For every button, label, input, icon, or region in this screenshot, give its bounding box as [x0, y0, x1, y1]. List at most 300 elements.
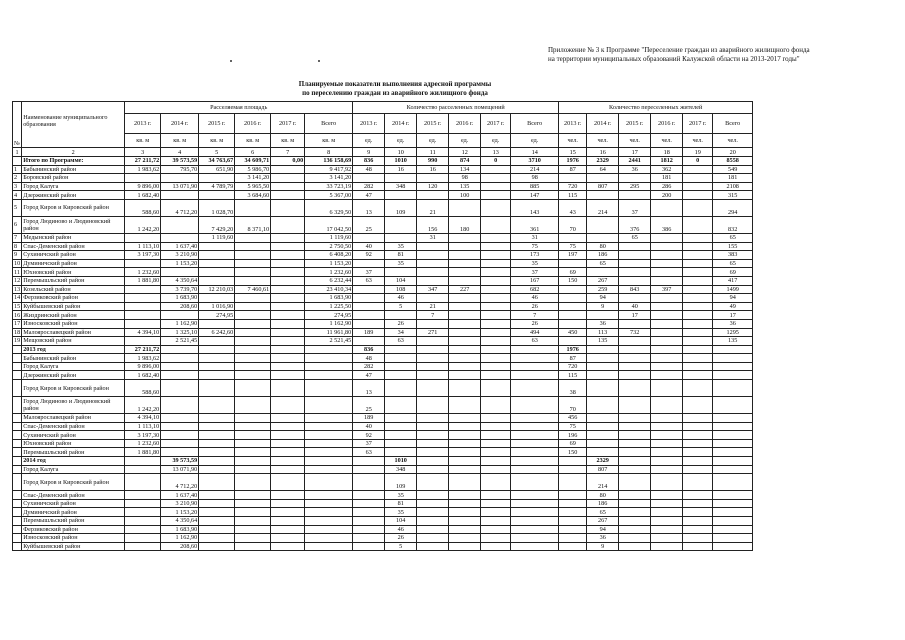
- row-value: 11 961,80: [305, 328, 353, 337]
- row-name: Жиздринский район: [22, 311, 125, 320]
- table-row: [13, 508, 753, 517]
- row-value: 1 153,20: [161, 259, 199, 268]
- row-value: 7: [511, 311, 559, 320]
- row-value: 383: [713, 251, 753, 260]
- row-value: [199, 259, 235, 268]
- row-value: [559, 534, 587, 543]
- row-value: [235, 259, 271, 268]
- row-value: [587, 414, 619, 423]
- row-number: 4: [13, 191, 22, 200]
- row-value: [481, 276, 511, 285]
- header-year: 2015 г.: [619, 114, 651, 134]
- row-value: [481, 285, 511, 294]
- row-value: [683, 191, 713, 200]
- row-name: Сухиничский район: [22, 499, 125, 508]
- row-value: 4 712,20: [161, 474, 199, 491]
- row-value: 80: [587, 491, 619, 500]
- row-value: [619, 354, 651, 363]
- row-value: [161, 380, 199, 397]
- row-value: 167: [511, 276, 559, 285]
- row-number: [13, 525, 22, 534]
- row-value: 155: [713, 242, 753, 251]
- row-value: 17: [619, 311, 651, 320]
- column-number: 9: [353, 148, 385, 157]
- row-value: 1 028,70: [199, 199, 235, 216]
- row-value: [417, 508, 449, 517]
- title-line-2: по переселению граждан из аварийного жилищного фонда: [302, 89, 488, 97]
- row-value: 2 521,45: [161, 337, 199, 346]
- column-number: 6: [235, 148, 271, 157]
- row-value: [353, 534, 385, 543]
- row-value: [511, 422, 559, 431]
- row-name: Город Калуга: [22, 182, 125, 191]
- row-value: 47: [353, 371, 385, 380]
- row-value: 115: [559, 371, 587, 380]
- row-value: 7 429,20: [199, 216, 235, 233]
- row-value: [449, 371, 481, 380]
- row-value: 294: [713, 199, 753, 216]
- row-value: [161, 414, 199, 423]
- row-name: Город Киров и Кировский район: [22, 474, 125, 491]
- row-value: [619, 294, 651, 303]
- row-value: [651, 276, 683, 285]
- row-value: 186: [587, 499, 619, 508]
- row-value: [713, 397, 753, 414]
- row-value: 5 367,00: [305, 191, 353, 200]
- row-value: 47: [353, 191, 385, 200]
- row-value: 17 042,50: [305, 216, 353, 233]
- row-value: [559, 174, 587, 183]
- row-value: 40: [619, 302, 651, 311]
- row-value: 31: [511, 233, 559, 242]
- row-value: [511, 465, 559, 474]
- table-row: [13, 311, 753, 320]
- row-value: 75: [559, 422, 587, 431]
- row-value: [683, 165, 713, 174]
- row-number: 9: [13, 251, 22, 260]
- row-value: 104: [385, 517, 417, 526]
- row-number: [13, 508, 22, 517]
- row-value: [713, 491, 753, 500]
- row-value: 386: [651, 216, 683, 233]
- row-value: [449, 534, 481, 543]
- row-value: 65: [713, 233, 753, 242]
- row-value: 6 232,44: [305, 276, 353, 285]
- row-number: [13, 542, 22, 551]
- header-unit: кв. м: [161, 134, 199, 148]
- row-value: 214: [587, 199, 619, 216]
- row-value: 16: [417, 165, 449, 174]
- row-value: 37: [353, 439, 385, 448]
- row-value: [683, 242, 713, 251]
- row-value: 173: [511, 251, 559, 260]
- row-value: 6 329,50: [305, 199, 353, 216]
- row-name: Перемышльский район: [22, 517, 125, 526]
- row-value: 63: [385, 337, 417, 346]
- row-value: 186: [587, 251, 619, 260]
- row-value: 65: [619, 233, 651, 242]
- row-value: [683, 414, 713, 423]
- header-unit: чел.: [619, 134, 651, 148]
- row-value: [271, 422, 305, 431]
- row-number: [13, 431, 22, 440]
- row-value: 347: [417, 285, 449, 294]
- row-value: [353, 491, 385, 500]
- column-number: 18: [651, 148, 683, 157]
- row-value: [683, 491, 713, 500]
- row-value: 3710: [511, 157, 559, 166]
- row-value: 104: [385, 276, 417, 285]
- row-value: 282: [353, 182, 385, 191]
- row-value: 2441: [619, 157, 651, 166]
- row-value: [481, 233, 511, 242]
- row-value: [449, 345, 481, 354]
- row-value: 1 119,60: [305, 233, 353, 242]
- table-row: [13, 242, 753, 251]
- row-value: [683, 294, 713, 303]
- row-value: [271, 491, 305, 500]
- row-value: [651, 439, 683, 448]
- row-value: [651, 294, 683, 303]
- row-value: [125, 302, 161, 311]
- row-value: [417, 294, 449, 303]
- row-number: [13, 474, 22, 491]
- row-value: [683, 448, 713, 457]
- table-row: [13, 380, 753, 397]
- row-value: [481, 397, 511, 414]
- row-number: 19: [14, 337, 21, 345]
- header-year: 2016 г.: [235, 114, 271, 134]
- row-value: [271, 345, 305, 354]
- row-value: 64: [587, 165, 619, 174]
- row-value: [619, 499, 651, 508]
- row-value: 874: [449, 157, 481, 166]
- header-name: Наименование муниципального образования: [22, 102, 125, 148]
- row-value: [199, 362, 235, 371]
- row-value: [449, 499, 481, 508]
- row-value: [417, 431, 449, 440]
- row-number: [13, 157, 22, 166]
- row-value: [271, 397, 305, 414]
- row-value: [511, 448, 559, 457]
- row-value: [305, 414, 353, 423]
- row-value: [619, 397, 651, 414]
- row-number: 12: [14, 277, 21, 285]
- row-value: [235, 542, 271, 551]
- table-row: [13, 371, 753, 380]
- row-value: [305, 439, 353, 448]
- row-value: 990: [417, 157, 449, 166]
- row-value: 1 153,20: [161, 508, 199, 517]
- row-value: [199, 268, 235, 277]
- row-value: [559, 491, 587, 500]
- row-value: 2329: [587, 157, 619, 166]
- row-name: Износковский район: [22, 534, 125, 543]
- row-value: [385, 380, 417, 397]
- row-value: [651, 499, 683, 508]
- header-year: 2017 г.: [683, 114, 713, 134]
- row-value: [651, 302, 683, 311]
- row-value: [619, 448, 651, 457]
- row-number: 17: [14, 320, 21, 328]
- row-value: 40: [353, 422, 385, 431]
- row-value: [619, 251, 651, 260]
- row-value: 4 712,20: [161, 199, 199, 216]
- table-row: [13, 517, 753, 526]
- row-value: 3 210,90: [161, 499, 199, 508]
- row-value: [559, 259, 587, 268]
- row-value: [353, 508, 385, 517]
- row-value: [559, 499, 587, 508]
- row-value: [161, 174, 199, 183]
- row-value: [713, 474, 753, 491]
- row-value: 2329: [587, 457, 619, 466]
- row-value: [449, 380, 481, 397]
- row-value: 450: [559, 328, 587, 337]
- row-number: [13, 397, 22, 414]
- row-value: [713, 345, 753, 354]
- row-value: [511, 397, 559, 414]
- row-value: [481, 542, 511, 551]
- row-value: 48: [353, 354, 385, 363]
- row-value: 1295: [713, 328, 753, 337]
- row-value: 9 896,00: [125, 362, 161, 371]
- row-value: [683, 259, 713, 268]
- row-value: 31: [417, 233, 449, 242]
- row-value: [587, 268, 619, 277]
- table-row: [13, 337, 753, 346]
- row-value: [271, 499, 305, 508]
- header-unit: ед.: [385, 134, 417, 148]
- row-value: 181: [651, 174, 683, 183]
- row-value: [305, 508, 353, 517]
- header-year: 2014 г.: [385, 114, 417, 134]
- row-value: 1 232,60: [305, 268, 353, 277]
- row-value: [353, 474, 385, 491]
- row-value: [683, 431, 713, 440]
- row-value: 113: [587, 328, 619, 337]
- row-number: [13, 439, 22, 448]
- header-unit: кв. м: [271, 134, 305, 148]
- row-value: 13: [353, 199, 385, 216]
- row-value: [271, 182, 305, 191]
- row-value: [235, 422, 271, 431]
- row-value: [619, 465, 651, 474]
- row-value: [651, 311, 683, 320]
- row-value: [125, 508, 161, 517]
- row-value: [559, 457, 587, 466]
- row-value: [235, 517, 271, 526]
- row-value: 108: [385, 285, 417, 294]
- row-value: [271, 165, 305, 174]
- row-value: [481, 311, 511, 320]
- row-value: [271, 371, 305, 380]
- row-value: [417, 191, 449, 200]
- row-value: [449, 397, 481, 414]
- row-value: [271, 268, 305, 277]
- row-value: [587, 345, 619, 354]
- table-row: [13, 319, 753, 328]
- row-value: [161, 311, 199, 320]
- row-value: [385, 422, 417, 431]
- row-value: 26: [511, 302, 559, 311]
- row-value: [481, 371, 511, 380]
- row-value: 136 158,69: [305, 157, 353, 166]
- row-number: 1: [13, 165, 22, 174]
- row-name: Ферзиковский район: [22, 525, 125, 534]
- row-value: [683, 319, 713, 328]
- table-row: [13, 491, 753, 500]
- row-value: 1 983,62: [125, 165, 161, 174]
- row-value: 3 739,70: [161, 285, 199, 294]
- row-value: [587, 422, 619, 431]
- row-value: 208,60: [161, 302, 199, 311]
- row-value: 1976: [559, 345, 587, 354]
- row-value: 4 789,79: [199, 182, 235, 191]
- column-number: 12: [449, 148, 481, 157]
- row-value: [449, 439, 481, 448]
- row-value: [161, 233, 199, 242]
- table-row: [13, 328, 753, 337]
- row-value: 1 153,20: [305, 259, 353, 268]
- row-value: [235, 397, 271, 414]
- table-row: [13, 422, 753, 431]
- row-value: [587, 380, 619, 397]
- row-value: [417, 268, 449, 277]
- row-value: [199, 174, 235, 183]
- row-value: [713, 534, 753, 543]
- row-value: [713, 380, 753, 397]
- row-name: 2014 год: [22, 457, 125, 466]
- table-row: [13, 345, 753, 354]
- row-name: Дзержинский район: [22, 371, 125, 380]
- row-value: 7 460,61: [235, 285, 271, 294]
- row-value: [651, 422, 683, 431]
- column-number: 17: [619, 148, 651, 157]
- row-value: [305, 517, 353, 526]
- row-value: [199, 337, 235, 346]
- row-value: [683, 285, 713, 294]
- row-value: [619, 191, 651, 200]
- row-value: [481, 259, 511, 268]
- row-value: [305, 448, 353, 457]
- row-value: [125, 259, 161, 268]
- row-value: 361: [511, 216, 559, 233]
- row-value: 720: [559, 362, 587, 371]
- header-year: 2013 г.: [353, 114, 385, 134]
- row-value: 36: [619, 165, 651, 174]
- column-number: 10: [385, 148, 417, 157]
- row-value: 143: [511, 199, 559, 216]
- row-value: 720: [559, 182, 587, 191]
- row-value: 286: [651, 182, 683, 191]
- row-value: 94: [587, 294, 619, 303]
- row-value: [619, 371, 651, 380]
- row-value: [235, 525, 271, 534]
- header-year: 2016 г.: [651, 114, 683, 134]
- row-value: [385, 216, 417, 233]
- row-value: [199, 397, 235, 414]
- row-value: [125, 337, 161, 346]
- row-number: [13, 534, 22, 543]
- program-table: [12, 101, 753, 551]
- row-value: [481, 165, 511, 174]
- row-value: [683, 345, 713, 354]
- row-value: [449, 242, 481, 251]
- row-value: [449, 233, 481, 242]
- row-value: 36: [713, 319, 753, 328]
- row-value: [271, 251, 305, 260]
- row-value: [199, 534, 235, 543]
- row-value: [651, 542, 683, 551]
- row-value: [271, 465, 305, 474]
- row-value: [305, 457, 353, 466]
- row-value: [713, 525, 753, 534]
- row-value: [385, 345, 417, 354]
- row-value: [683, 422, 713, 431]
- table-row: [13, 499, 753, 508]
- row-value: [619, 242, 651, 251]
- row-value: 3 141,20: [305, 174, 353, 183]
- row-value: [417, 499, 449, 508]
- row-value: [305, 465, 353, 474]
- row-value: [271, 242, 305, 251]
- row-value: [559, 474, 587, 491]
- row-value: [271, 431, 305, 440]
- row-value: 120: [417, 182, 449, 191]
- row-name: Юхновский район: [22, 268, 125, 277]
- row-value: 1499: [713, 285, 753, 294]
- row-value: 4 394,10: [125, 414, 161, 423]
- row-value: 6 408,20: [305, 251, 353, 260]
- row-value: [417, 345, 449, 354]
- row-value: [353, 285, 385, 294]
- row-value: 836: [353, 345, 385, 354]
- row-value: [235, 294, 271, 303]
- row-value: 651,90: [199, 165, 235, 174]
- row-value: 397: [651, 285, 683, 294]
- row-value: [385, 448, 417, 457]
- row-value: [271, 302, 305, 311]
- column-number: 16: [587, 148, 619, 157]
- row-value: [199, 345, 235, 354]
- row-value: [651, 397, 683, 414]
- row-value: 1976: [559, 157, 587, 166]
- row-value: [385, 174, 417, 183]
- row-value: 274,95: [199, 311, 235, 320]
- row-value: 0,00: [271, 157, 305, 166]
- row-value: 98: [449, 174, 481, 183]
- row-value: 87: [559, 165, 587, 174]
- row-value: 109: [385, 474, 417, 491]
- row-value: 43: [559, 199, 587, 216]
- row-value: [619, 362, 651, 371]
- header-unit: ед.: [511, 134, 559, 148]
- row-value: [481, 354, 511, 363]
- row-value: 1 119,60: [199, 233, 235, 242]
- row-value: [651, 431, 683, 440]
- row-value: 9: [587, 302, 619, 311]
- row-value: 348: [385, 465, 417, 474]
- row-value: [353, 517, 385, 526]
- row-value: [271, 542, 305, 551]
- row-value: [651, 345, 683, 354]
- row-value: 274,95: [305, 311, 353, 320]
- table-row: [13, 302, 753, 311]
- row-value: [587, 354, 619, 363]
- row-number: [13, 491, 22, 500]
- row-value: [417, 174, 449, 183]
